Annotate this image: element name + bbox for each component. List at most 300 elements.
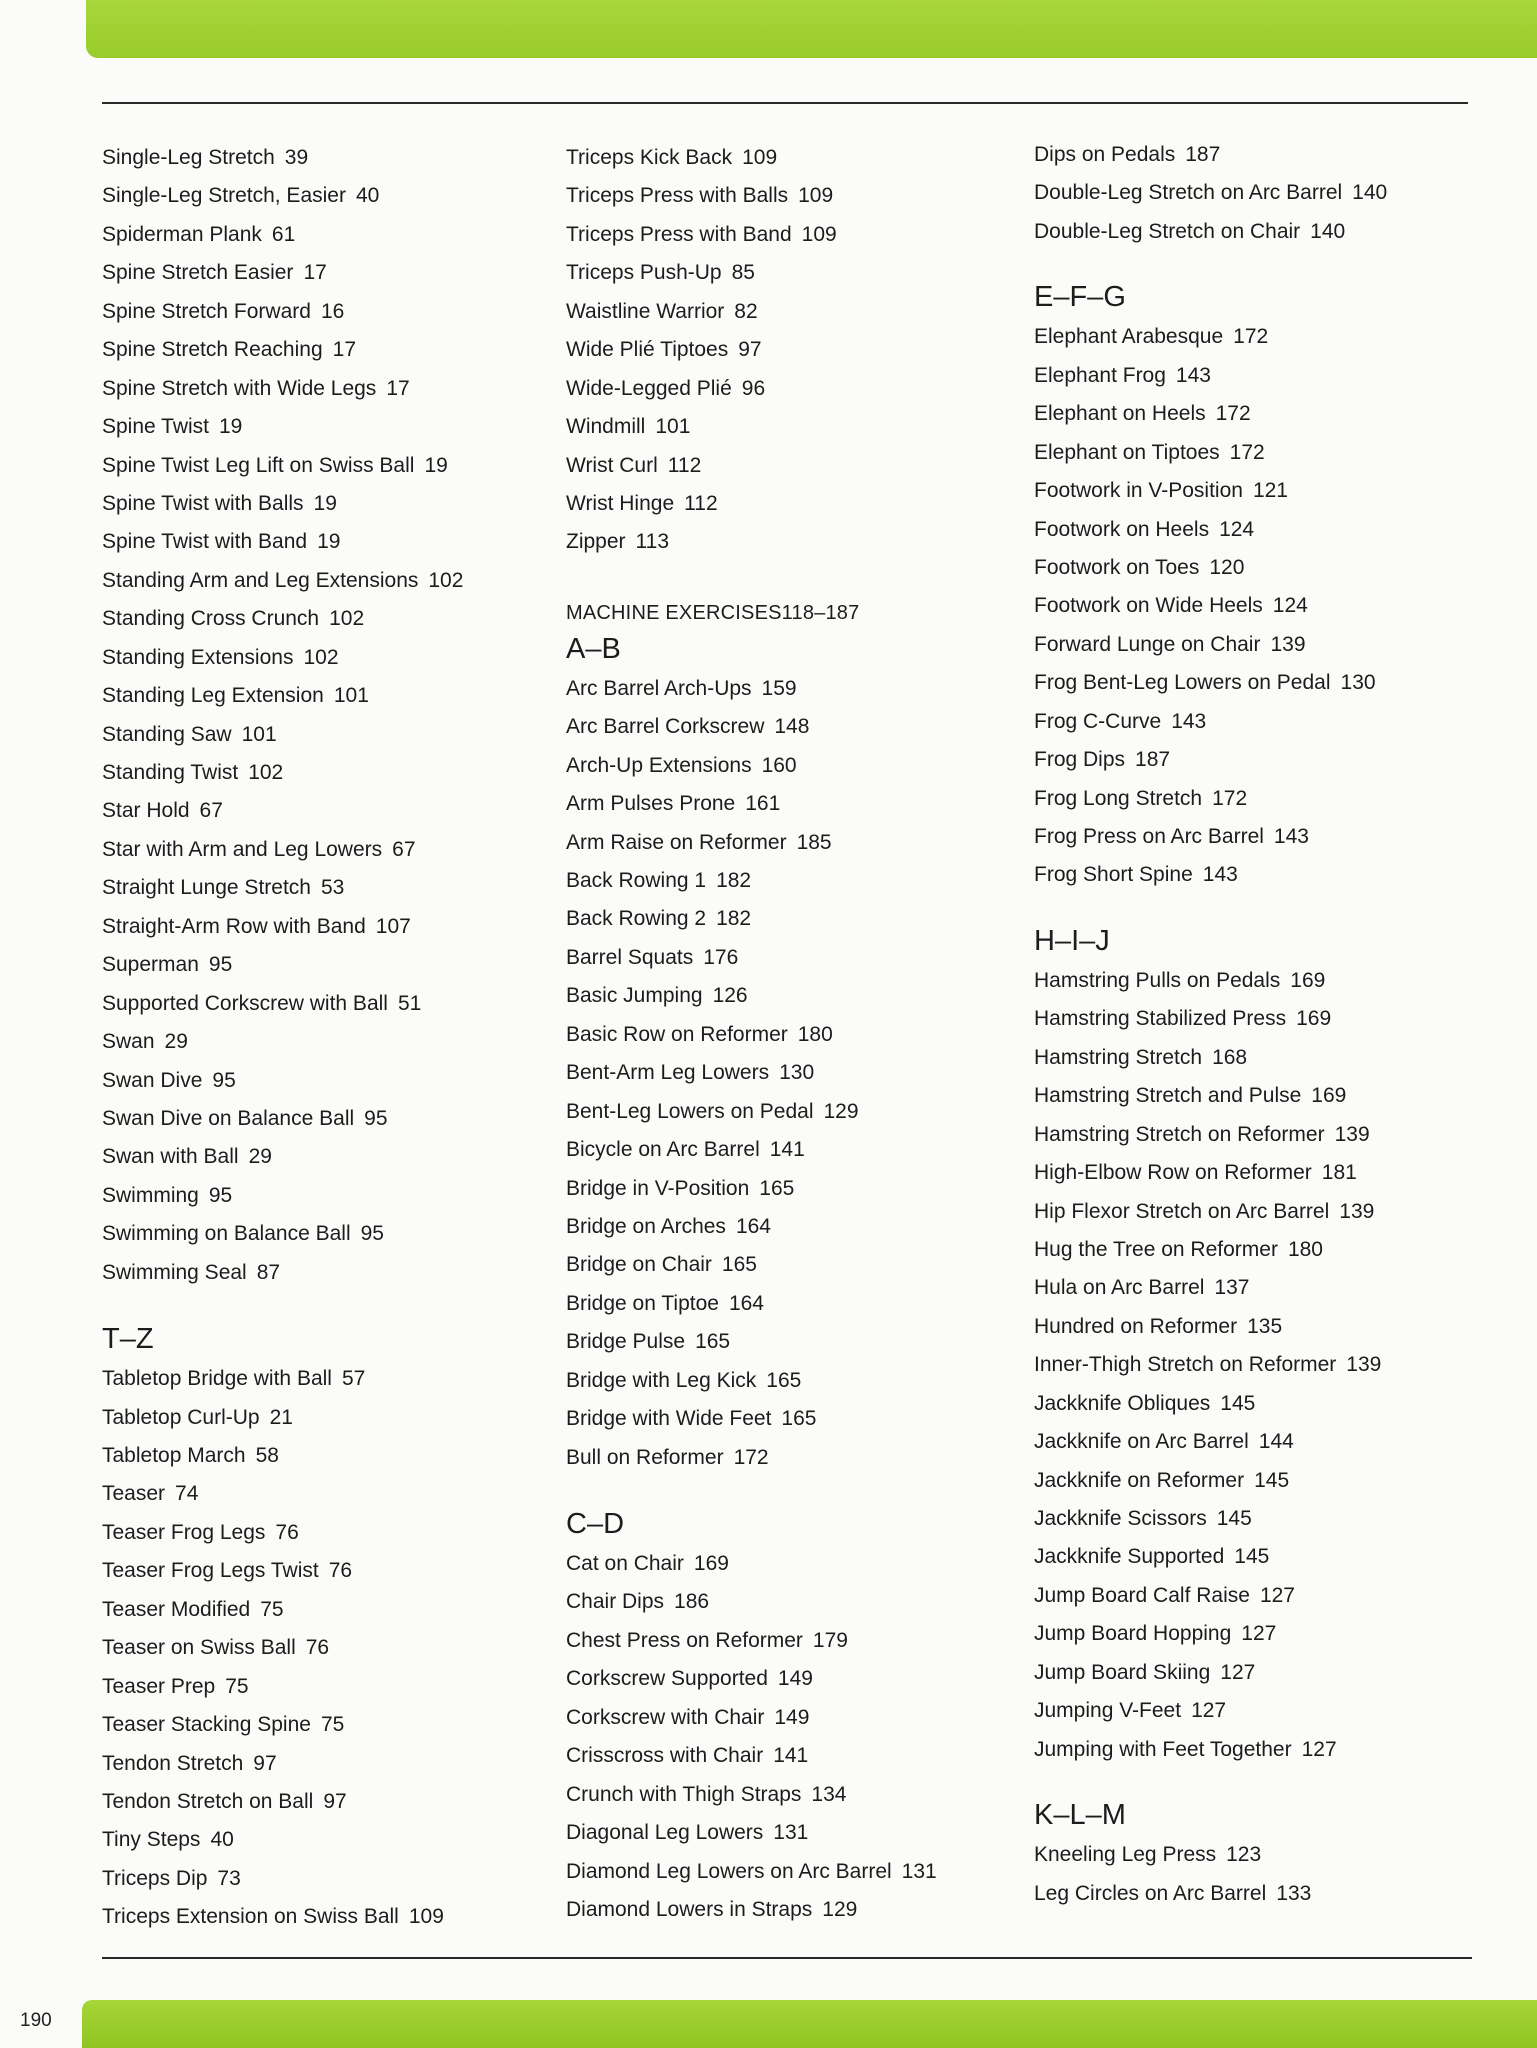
entry-page: 169 [1311, 1084, 1347, 1108]
entry-page: 19 [313, 491, 337, 515]
entry-page: 130 [779, 1061, 815, 1085]
entry-page: 129 [823, 1099, 859, 1123]
entry-page: 121 [1252, 479, 1288, 503]
index-entry [566, 670, 1006, 708]
entry-page: 124 [1272, 594, 1308, 618]
entry-name: Hug the Tree on Reformer [1034, 1237, 1278, 1261]
entry-page: 40 [210, 1828, 234, 1852]
entry-name: Spine Stretch with Wide Legs [102, 376, 377, 400]
entry-page: 141 [773, 1744, 809, 1768]
entry-page: 133 [1276, 1881, 1312, 1905]
entry-name: Wide Plié Tiptoes [566, 338, 729, 362]
index-entry [566, 1131, 1006, 1169]
entry-page: 169 [1296, 1007, 1332, 1031]
index-entry [102, 1100, 542, 1138]
index-entry [566, 408, 1006, 446]
entry-page: 139 [1339, 1199, 1375, 1223]
entry-name: Jumping V-Feet [1034, 1699, 1182, 1723]
entry-page: 145 [1220, 1391, 1256, 1415]
index-entry [566, 747, 1006, 785]
entry-name: Jackknife Supported [1034, 1545, 1225, 1569]
index-entry [566, 862, 1006, 900]
entry-name: Basic Jumping [566, 984, 703, 1008]
entry-name: Inner-Thigh Stretch on Reformer [1034, 1353, 1337, 1377]
entry-name: Bridge in V-Position [566, 1176, 750, 1200]
index-entry [1034, 1154, 1474, 1192]
index-entry [102, 562, 542, 600]
entry-name: Frog Dips [1034, 748, 1126, 772]
index-entry [1034, 213, 1474, 251]
entry-page: 17 [332, 338, 356, 362]
entry-page: 75 [260, 1597, 284, 1621]
entry-page: 51 [397, 991, 422, 1015]
entry-name: Forward Lunge on Chair [1034, 632, 1261, 656]
index-entry [566, 939, 1006, 977]
index-entry [566, 708, 1006, 746]
entry-page: 139 [1346, 1353, 1382, 1377]
entry-name: Hamstring Pulls on Pedals [1034, 968, 1281, 992]
entry-page: 19 [219, 415, 243, 439]
entry-page: 182 [716, 907, 752, 931]
letter-heading: C–D [566, 1508, 625, 1540]
index-entry [566, 824, 1006, 862]
entry-name: Crunch with Thigh Straps [566, 1782, 802, 1806]
footer-color-band [82, 2000, 1537, 2048]
entry-page: 160 [761, 753, 797, 777]
entry-name: Hip Flexor Stretch on Arc Barrel [1034, 1199, 1330, 1223]
entry-name: Basic Row on Reformer [566, 1022, 788, 1046]
entry-page: 19 [424, 453, 448, 477]
entry-page: 95 [360, 1222, 384, 1246]
entry-page: 97 [253, 1751, 277, 1775]
index-entry [1034, 136, 1474, 174]
entry-name: Jumping with Feet Together [1034, 1737, 1292, 1761]
index-entry [1034, 357, 1474, 395]
entry-name: Standing Saw [102, 722, 232, 746]
index-entry [102, 1360, 542, 1398]
entry-page: 113 [635, 530, 670, 554]
index-entry [102, 216, 542, 254]
entry-page: 107 [375, 914, 411, 938]
entry-name: Wrist Hinge [566, 491, 675, 515]
entry-name: Chest Press on Reformer [566, 1628, 803, 1652]
index-entry [102, 600, 542, 638]
entry-page: 17 [303, 261, 327, 285]
index-entry [566, 1323, 1006, 1361]
entry-page: 186 [674, 1590, 710, 1614]
entry-page: 165 [766, 1368, 802, 1392]
index-entry [566, 1891, 1006, 1929]
letter-heading: E–F–G [1034, 281, 1126, 314]
entry-page: 140 [1352, 181, 1388, 205]
index-entry [102, 331, 542, 369]
index-entry [1034, 1577, 1474, 1615]
index-entry [566, 1170, 1006, 1208]
entry-page: 180 [1287, 1237, 1323, 1261]
entry-page: 17 [386, 376, 410, 400]
entry-name: Bent-Leg Lowers on Pedal [566, 1099, 814, 1123]
entry-name: Frog C-Curve [1034, 709, 1162, 733]
entry-name: Bridge Pulse [566, 1330, 686, 1354]
entry-name: Supported Corkscrew with Ball [102, 991, 388, 1015]
entry-name: Double-Leg Stretch on Chair [1034, 219, 1301, 243]
entry-page: 85 [731, 261, 755, 285]
entry-name: Spine Twist with Balls [102, 491, 304, 515]
index-entry [566, 331, 1006, 369]
index-entry [1034, 1116, 1474, 1154]
entry-name: Jackknife on Arc Barrel [1034, 1430, 1249, 1454]
index-entry [566, 1660, 1006, 1698]
entry-name: Hamstring Stabilized Press [1034, 1007, 1287, 1031]
index-entry [102, 908, 542, 946]
index-entry [1034, 1500, 1474, 1538]
entry-page: 165 [721, 1253, 757, 1277]
entry-name: Frog Long Stretch [1034, 786, 1203, 810]
entry-page: 148 [774, 715, 810, 739]
entry-page: 75 [225, 1674, 249, 1698]
entry-page: 87 [256, 1260, 281, 1284]
entry-name: Chair Dips [566, 1590, 665, 1614]
entry-page: 109 [742, 146, 778, 169]
index-entry [1034, 1385, 1474, 1423]
index-entry [102, 1860, 542, 1898]
entry-page: 102 [329, 607, 365, 631]
index-entry [1034, 587, 1474, 625]
index-entry [566, 1016, 1006, 1054]
index-entry [566, 1545, 1006, 1583]
entry-page: 169 [1290, 968, 1326, 992]
entry-page: 127 [1301, 1737, 1337, 1761]
entry-name: Tendon Stretch on Ball [102, 1789, 314, 1813]
index-entry [566, 523, 1006, 561]
entry-page: 127 [1241, 1622, 1277, 1646]
entry-name: Jackknife on Reformer [1034, 1468, 1245, 1492]
entry-name: Teaser Stacking Spine [102, 1713, 311, 1737]
index-entry [1034, 1654, 1474, 1692]
index-entry [102, 1552, 542, 1590]
entry-name: Swan Dive on Balance Ball [102, 1106, 355, 1130]
entry-name: Triceps Kick Back [566, 146, 733, 169]
entry-page: 29 [164, 1030, 188, 1054]
entry-name: Kneeling Leg Press [1034, 1843, 1217, 1867]
entry-name: Cat on Chair [566, 1552, 684, 1575]
entry-name: Bridge with Wide Feet [566, 1407, 772, 1431]
section-page-range: 118–187 [781, 601, 860, 624]
entry-name: Teaser [102, 1482, 166, 1506]
index-entry [102, 1821, 542, 1859]
entry-name: Standing Cross Crunch [102, 607, 320, 631]
index-entry [566, 1776, 1006, 1814]
entry-name: Single-Leg Stretch [102, 146, 275, 169]
entry-name: Teaser Frog Legs [102, 1520, 266, 1544]
entry-name: Triceps Press with Balls [566, 184, 789, 208]
index-entry [102, 485, 542, 523]
index-entry [1034, 1836, 1474, 1874]
entry-name: Crisscross with Chair [566, 1744, 764, 1768]
entry-name: Diamond Leg Lowers on Arc Barrel [566, 1859, 892, 1883]
entry-name: Arch-Up Extensions [566, 753, 752, 777]
index-entry [102, 1062, 542, 1100]
entry-name: Swan with Ball [102, 1145, 239, 1169]
entry-page: 165 [781, 1407, 817, 1431]
entry-page: 140 [1310, 219, 1346, 243]
entry-name: Elephant Arabesque [1034, 325, 1224, 349]
entry-name: Tabletop Curl-Up [102, 1405, 260, 1429]
index-entry [1034, 741, 1474, 779]
index-entry [102, 1629, 542, 1667]
entry-page: 145 [1234, 1545, 1270, 1569]
entry-page: 95 [364, 1106, 388, 1130]
entry-name: Bicycle on Arc Barrel [566, 1138, 760, 1162]
entry-page: 137 [1214, 1276, 1250, 1300]
entry-page: 95 [208, 953, 233, 977]
index-entry [102, 831, 542, 869]
index-entry [1034, 703, 1474, 741]
letter-heading: T–Z [102, 1323, 154, 1356]
entry-page: 61 [271, 222, 296, 246]
entry-name: Corkscrew Supported [566, 1667, 768, 1691]
entry-name: Triceps Press with Band [566, 222, 792, 246]
index-entry [566, 447, 1006, 485]
index-entry [102, 408, 542, 446]
entry-name: Footwork on Wide Heels [1034, 594, 1263, 618]
index-entry [566, 216, 1006, 254]
entry-name: Spiderman Plank [102, 222, 262, 246]
entry-name: Swimming [102, 1183, 199, 1207]
index-entry [102, 1399, 542, 1437]
entry-page: 187 [1135, 748, 1171, 772]
index-entry [102, 1898, 542, 1936]
entry-name: Barrel Squats [566, 945, 694, 969]
entry-name: Bent-Arm Leg Lowers [566, 1061, 770, 1085]
entry-name: Hamstring Stretch and Pulse [1034, 1084, 1302, 1108]
entry-name: Footwork in V-Position [1034, 479, 1243, 503]
index-entry [566, 370, 1006, 408]
index-entry [1034, 856, 1474, 894]
entry-page: 109 [798, 184, 834, 208]
index-entry [566, 1699, 1006, 1737]
entry-name: Jump Board Skiing [1034, 1660, 1211, 1684]
entry-name: Star with Arm and Leg Lowers [102, 837, 383, 861]
index-entry [102, 139, 542, 177]
entry-page: 97 [738, 338, 762, 362]
entry-name: Triceps Push-Up [566, 261, 722, 285]
entry-name: Teaser Prep [102, 1674, 216, 1698]
entry-name: Elephant Frog [1034, 363, 1166, 387]
entry-page: 39 [284, 146, 309, 169]
index-entry [102, 869, 542, 907]
section-title-text: MACHINE EXERCISES [566, 601, 782, 624]
entry-name: Arc Barrel Corkscrew [566, 715, 765, 739]
entry-page: 102 [303, 645, 339, 669]
entry-page: 172 [1215, 402, 1251, 426]
entry-page: 76 [305, 1636, 330, 1660]
entry-name: Swimming Seal [102, 1260, 247, 1284]
index-entry [102, 1514, 542, 1552]
entry-name: Zipper [566, 530, 626, 554]
index-column-2 [566, 139, 1006, 1929]
index-entry [102, 716, 542, 754]
entry-page: 185 [796, 830, 832, 854]
entry-name: Tabletop Bridge with Ball [102, 1367, 332, 1391]
entry-name: Frog Short Spine [1034, 863, 1193, 887]
index-entry [1034, 1193, 1474, 1231]
entry-page: 161 [745, 792, 781, 816]
index-entry [566, 1285, 1006, 1323]
entry-name: Back Rowing 2 [566, 907, 707, 931]
index-entry [1034, 664, 1474, 702]
entry-page: 130 [1340, 671, 1376, 695]
entry-page: 144 [1258, 1430, 1294, 1454]
index-entry [1034, 962, 1474, 1000]
entry-name: Waistline Warrior [566, 299, 725, 323]
entry-page: 101 [333, 684, 369, 708]
entry-page: 179 [812, 1628, 848, 1652]
entry-name: Windmill [566, 415, 646, 439]
entry-name: Swan Dive [102, 1068, 203, 1092]
entry-name: Footwork on Heels [1034, 517, 1210, 541]
entry-page: 143 [1171, 709, 1207, 733]
entry-name: Spine Stretch Easier [102, 261, 294, 285]
index-entry [102, 523, 542, 561]
entry-name: Wide-Legged Plié [566, 376, 732, 400]
page-number: 190 [20, 2010, 52, 2031]
entry-page: 120 [1209, 555, 1245, 579]
entry-page: 143 [1175, 363, 1211, 387]
entry-name: Tiny Steps [102, 1828, 201, 1852]
index-entry [566, 1814, 1006, 1852]
top-rule [102, 102, 1468, 104]
index-entry [102, 447, 542, 485]
entry-name: Spine Twist with Band [102, 530, 308, 554]
entry-name: Corkscrew with Chair [566, 1705, 765, 1729]
index-entry [566, 1439, 1006, 1477]
entry-page: 129 [822, 1897, 858, 1921]
entry-name: Spine Stretch Forward [102, 299, 311, 323]
entry-name: Jackknife Scissors [1034, 1507, 1207, 1530]
entry-name: Double-Leg Stretch on Arc Barrel [1034, 181, 1343, 205]
section-title [566, 598, 1006, 628]
index-entry [566, 1400, 1006, 1438]
index-entry [1034, 395, 1474, 433]
entry-page: 143 [1273, 825, 1309, 848]
entry-name: Triceps Dip [102, 1866, 208, 1890]
entry-name: Bridge on Arches [566, 1214, 726, 1238]
index-entry [102, 1475, 542, 1513]
index-entry [1034, 1615, 1474, 1653]
entry-page: 164 [735, 1214, 771, 1238]
entry-name: Standing Twist [102, 761, 239, 784]
entry-name: Hamstring Stretch on Reformer [1034, 1122, 1325, 1146]
letter-heading: A–B [566, 632, 621, 665]
entry-name: Bridge with Leg Kick [566, 1368, 757, 1392]
entry-name: Dips on Pedals [1034, 143, 1176, 166]
index-entry [102, 1745, 542, 1783]
index-entry [566, 177, 1006, 215]
entry-page: 165 [759, 1176, 795, 1200]
entry-name: Straight-Arm Row with Band [102, 914, 366, 938]
entry-page: 159 [761, 676, 797, 700]
entry-name: Tendon Stretch [102, 1751, 244, 1775]
entry-page: 21 [269, 1405, 293, 1429]
index-entry [1034, 1308, 1474, 1346]
index-entry [566, 139, 1006, 177]
entry-page: 145 [1254, 1468, 1290, 1492]
index-entry [102, 1215, 542, 1253]
index-entry [102, 1783, 542, 1821]
entry-name: Frog Press on Arc Barrel [1034, 825, 1264, 848]
entry-page: 145 [1216, 1507, 1252, 1530]
index-entry [1034, 1538, 1474, 1576]
entry-page: 124 [1219, 517, 1255, 541]
index-column-1 [102, 139, 542, 1937]
letter-heading: H–I–J [1034, 924, 1110, 957]
entry-name: Diagonal Leg Lowers [566, 1821, 764, 1845]
entry-page: 172 [733, 1445, 769, 1469]
entry-page: 187 [1185, 143, 1221, 166]
entry-name: Superman [102, 953, 199, 977]
index-entry [1034, 1269, 1474, 1307]
entry-name: Teaser Frog Legs Twist [102, 1559, 319, 1583]
entry-name: Arc Barrel Arch-Ups [566, 676, 752, 700]
entry-page: 180 [797, 1022, 833, 1046]
index-entry [1034, 1077, 1474, 1115]
entry-name: Hula on Arc Barrel [1034, 1276, 1205, 1300]
entry-name: Elephant on Tiptoes [1034, 440, 1220, 464]
index-entry [566, 485, 1006, 523]
index-entry [566, 1054, 1006, 1092]
index-entry [102, 177, 542, 215]
entry-page: 134 [811, 1782, 847, 1806]
entry-page: 131 [901, 1859, 937, 1883]
entry-page: 109 [801, 222, 837, 246]
entry-page: 169 [693, 1552, 729, 1575]
index-column-3 [1034, 136, 1474, 1913]
header-color-band [86, 0, 1537, 58]
entry-page: 182 [716, 869, 752, 892]
index-entry [102, 985, 542, 1023]
entry-page: 96 [741, 376, 766, 400]
index-entry [566, 1246, 1006, 1284]
index-entry [1034, 1346, 1474, 1384]
entry-name: Footwork on Toes [1034, 555, 1200, 579]
index-entry [1034, 1692, 1474, 1730]
entry-name: Leg Circles on Arc Barrel [1034, 1881, 1267, 1905]
entry-name: Spine Twist Leg Lift on Swiss Ball [102, 453, 415, 477]
index-entry [1034, 174, 1474, 212]
entry-page: 101 [241, 722, 277, 746]
entry-page: 126 [712, 984, 748, 1008]
entry-name: Swimming on Balance Ball [102, 1222, 351, 1246]
index-entry [102, 1023, 542, 1061]
index-entry [1034, 818, 1474, 856]
entry-name: Bridge on Tiptoe [566, 1291, 719, 1315]
entry-page: 139 [1334, 1122, 1370, 1146]
entry-page: 29 [248, 1145, 272, 1169]
entry-page: 123 [1226, 1843, 1262, 1867]
entry-name: Standing Arm and Leg Extensions [102, 568, 419, 592]
index-entry [102, 370, 542, 408]
index-entry [102, 1668, 542, 1706]
entry-name: Hundred on Reformer [1034, 1314, 1238, 1338]
entry-page: 165 [695, 1330, 731, 1354]
entry-page: 73 [217, 1866, 241, 1890]
entry-page: 127 [1191, 1699, 1227, 1723]
entry-name: Back Rowing 1 [566, 869, 707, 892]
entry-page: 53 [320, 876, 345, 900]
entry-page: 143 [1202, 863, 1238, 887]
entry-name: Teaser Modified [102, 1597, 251, 1621]
